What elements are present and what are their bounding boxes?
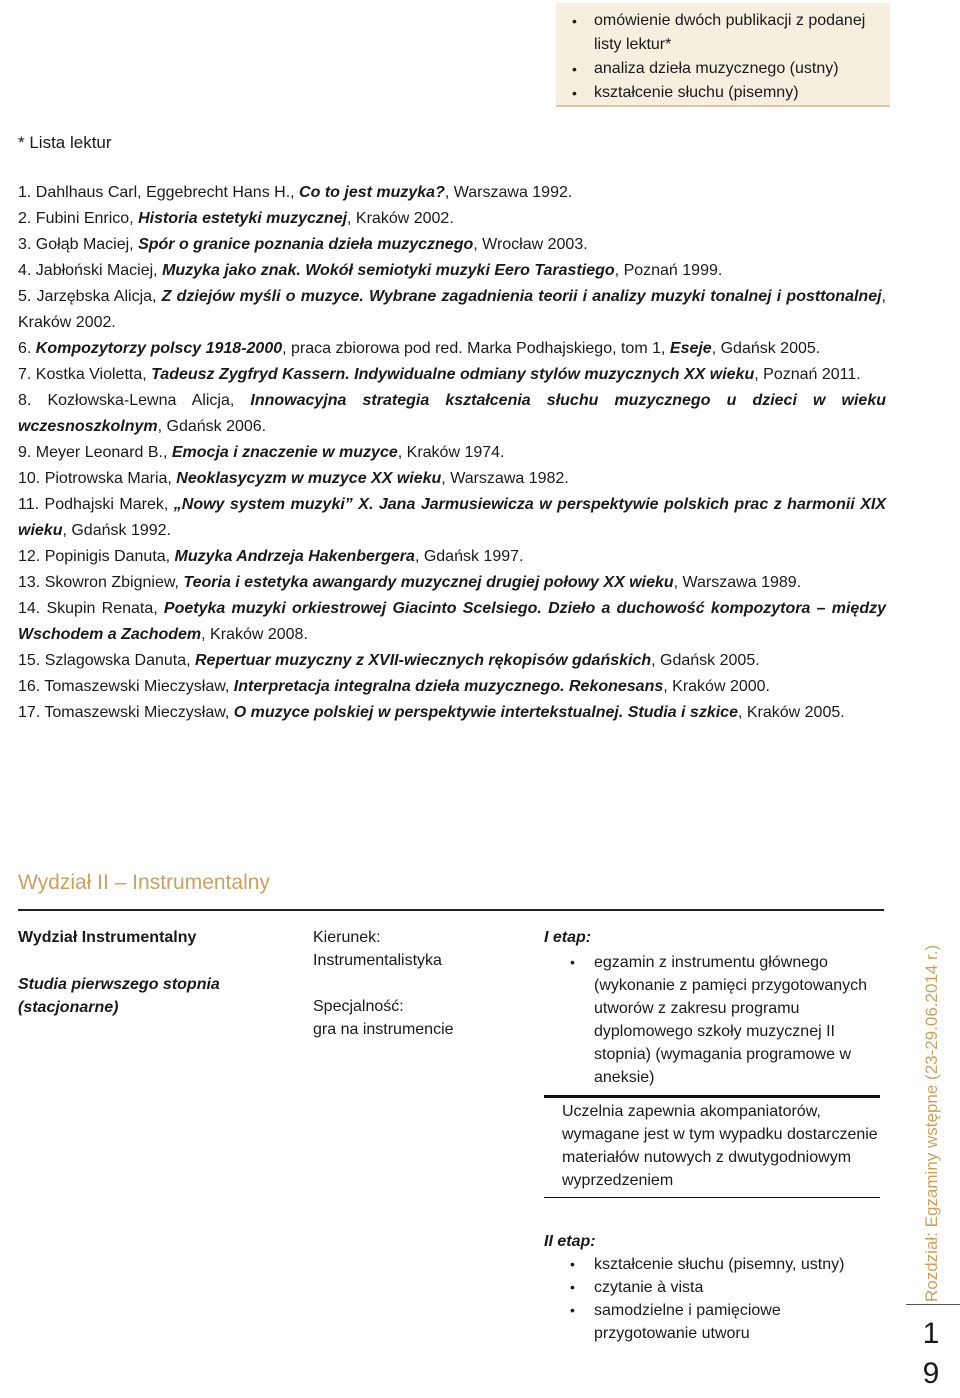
publication-title: O muzyce polskiej w perspektywie intertekstualnej. Studia i szkice <box>233 704 738 721</box>
reading-list-number: 5. <box>18 288 37 305</box>
publication-details: Fubini Enrico, <box>35 210 139 227</box>
publication-title: Innowacyjna strategia kształcenia słuchu muzycznego u dzieci w wieku wczesnoszkolnym <box>18 392 887 435</box>
publication-details: , Gdańsk 1997. <box>414 548 524 565</box>
publication-title: Repertuar muzyczny z XVII-wiecznych rękopisów gdańskich <box>195 652 652 669</box>
publication-details: Tomaszewski Mieczysław, <box>44 678 234 695</box>
reading-list-item <box>18 284 886 336</box>
publication-title: Eseje <box>669 340 712 357</box>
publication-details: , Warszawa 1989. <box>673 574 802 591</box>
program-column <box>313 926 513 1041</box>
stages-column <box>544 926 884 1345</box>
reading-list-number: 12. <box>18 548 45 565</box>
publication-details: Kozłowska-Lewna Alicja, <box>47 392 251 409</box>
study-type: Studia pierwszego stopnia (stacjonarne) <box>18 976 220 1016</box>
stage2-list <box>544 1253 884 1345</box>
publication-details: , Gdańsk 1992. <box>62 522 171 539</box>
reading-list-number: 13. <box>18 574 45 591</box>
publication-details: , Warszawa 1992. <box>444 184 573 201</box>
faculty-column <box>18 926 288 1019</box>
publication-title: Muzyka Andrzeja Hakenbergera <box>174 548 415 565</box>
publication-title: Emocja i znaczenie w muzyce <box>171 444 398 461</box>
reading-list-item <box>18 492 886 544</box>
publication-details: , Wrocław 2003. <box>473 236 588 253</box>
exam-requirements-box <box>556 3 890 107</box>
publication-title: „Nowy system muzyki” X. Jana Jarmusiewicza w perspektywie polskich prac z harmonii XIX wieku <box>18 496 887 539</box>
publication-details: , Gdańsk 2006. <box>157 418 267 435</box>
reading-list-item <box>18 362 886 388</box>
reading-list-number: 1. <box>18 184 36 201</box>
reading-list-number: 15. <box>18 652 45 669</box>
publication-details: , Kraków 2002. <box>18 288 886 331</box>
stage2-title: II etap: <box>544 1233 596 1250</box>
reading-list-item <box>18 570 886 596</box>
exam-requirement-item <box>556 9 890 57</box>
publication-details: Szlagowska Danuta, <box>44 652 195 669</box>
publication-details: Piotrowska Maria, <box>44 470 177 487</box>
reading-list <box>18 180 886 726</box>
reading-list-number: 10. <box>18 470 45 487</box>
publication-details: , Poznań 1999. <box>614 262 723 279</box>
reading-list-item <box>18 700 886 726</box>
reading-list-item <box>18 258 886 284</box>
exam-requirement-item <box>556 57 890 81</box>
publication-details: , Poznań 2011. <box>754 366 861 383</box>
reading-list-number: 17. <box>18 704 45 721</box>
stage2-item-text: samodzielne i pamięciowe przygotowanie utworu <box>594 1302 781 1342</box>
reading-list-item <box>18 648 886 674</box>
publication-details: , Warszawa 1982. <box>441 470 569 487</box>
stage1-divider <box>544 1095 880 1098</box>
publication-title: Poetyka muzyki orkiestrowej Giacinto Scelsiego. Dzieło a duchowość kompozytora – między Wschodem a Zachodem <box>18 600 887 643</box>
publication-title: Kompozytorzy polscy 1918-2000 <box>35 340 283 357</box>
direction-label: Kierunek: <box>313 929 381 946</box>
publication-details: , Kraków 2005. <box>737 704 845 721</box>
exam-requirement-item-text: omówienie dwóch publikacji z podanej listy lektur* <box>594 12 866 53</box>
publication-details: Dahlhaus Carl, Eggebrecht Hans H., <box>35 184 300 201</box>
reading-list-item <box>18 388 886 440</box>
section-heading: Wydział II – Instrumentalny <box>18 871 270 894</box>
reading-list-number: 2. <box>18 210 36 227</box>
bullet-icon: • <box>572 13 577 29</box>
specialty-label: Specjalność: <box>313 998 404 1015</box>
reading-list-title: * Lista lektur <box>18 133 112 152</box>
accompaniment-note: Uczelnia zapewnia akompaniatorów, wymagane jest w tym wypadku dostarczenie materiałów nutowych z dwutygodniowym wyprzedzeniem <box>562 1103 878 1189</box>
page-number <box>918 1314 944 1394</box>
page-number-digit-2: 9 <box>922 1357 940 1390</box>
publication-details: , praca zbiorowa pod red. Marka Podhajskiego, tom 1, <box>282 340 670 357</box>
exam-requirement-item <box>556 81 890 105</box>
direction-value: Instrumentalistyka <box>313 952 442 969</box>
reading-list-number: 9. <box>18 444 36 461</box>
publication-details: Popinigis Danuta, <box>44 548 175 565</box>
publication-title: Historia estetyki muzycznej <box>138 210 348 227</box>
bullet-icon: • <box>570 954 575 970</box>
publication-title: Tadeusz Zygfryd Kassern. Indywidualne odmiany stylów muzycznych XX wieku <box>151 366 755 383</box>
stage1-title: I etap: <box>544 929 592 946</box>
publication-details: , Gdańsk 2005. <box>711 340 821 357</box>
reading-list-item <box>18 596 886 648</box>
reading-list-number: 16. <box>18 678 45 695</box>
publication-title: Teoria i estetyka awangardy muzycznej drugiej połowy XX wieku <box>183 574 674 591</box>
publication-title: Interpretacja integralna dzieła muzycznego. Rekonesans <box>233 678 664 695</box>
section-divider <box>18 909 884 911</box>
reading-list-item <box>18 206 886 232</box>
publication-details: , Kraków 1974. <box>397 444 505 461</box>
bullet-icon: • <box>570 1302 575 1318</box>
exam-requirement-item-text: analiza dzieła muzycznego (ustny) <box>594 60 839 77</box>
stage2-item-text: kształcenie słuchu (pisemny, ustny) <box>594 1256 845 1273</box>
publication-details: Skupin Renata, <box>46 600 164 617</box>
reading-list-number: 14. <box>18 600 47 617</box>
reading-list-number: 11. <box>18 496 45 513</box>
publication-details: Tomaszewski Mieczysław, <box>44 704 234 721</box>
publication-title: Neoklasycyzm w muzyce XX wieku <box>176 470 442 487</box>
publication-details: Jabłoński Maciej, <box>35 262 163 279</box>
publication-details: , Kraków 2008. <box>201 626 308 643</box>
side-divider <box>906 1304 960 1305</box>
stage1-item <box>544 951 884 1089</box>
reading-list-number: 4. <box>18 262 36 279</box>
reading-list-item <box>18 466 886 492</box>
bullet-icon: • <box>572 61 577 77</box>
reading-list-item <box>18 336 886 362</box>
stage2-item <box>544 1253 884 1276</box>
reading-list-item <box>18 232 886 258</box>
publication-details: Skowron Zbigniew, <box>44 574 184 591</box>
publication-details: Meyer Leonard B., <box>35 444 172 461</box>
reading-list-number: 7. <box>18 366 36 383</box>
exam-requirements-list <box>556 9 890 105</box>
stage2-item <box>544 1276 884 1299</box>
reading-list-item <box>18 440 886 466</box>
bullet-icon: • <box>572 85 577 101</box>
reading-list-item <box>18 674 886 700</box>
bullet-icon: • <box>570 1256 575 1272</box>
publication-details: , Gdańsk 2005. <box>651 652 760 669</box>
publication-details: , Kraków 2000. <box>663 678 770 695</box>
publication-title: Spór o granice poznania dzieła muzycznego <box>138 236 474 253</box>
stage2-item <box>544 1299 884 1345</box>
chapter-side-label: Rozdział: Egzaminy wstępne (23-29.06.2014 r.) <box>922 944 941 1302</box>
exam-requirement-item-text: kształcenie słuchu (pisemny) <box>594 84 799 101</box>
reading-list-item <box>18 180 886 206</box>
publication-title: Muzyka jako znak. Wokół semiotyki muzyki Eero Tarastiego <box>162 262 615 279</box>
reading-list-number: 3. <box>18 236 36 253</box>
publication-details: Podhajski Marek, <box>44 496 174 513</box>
stage1-list <box>544 951 884 1089</box>
stage1-item-text: egzamin z instrumentu głównego (wykonanie z pamięci przygotowanych utworów z zakresu programu dyplomowego szkoły muzycznej II stopnia) (wymagania programowe w aneksie) <box>594 954 868 1086</box>
reading-list-item <box>18 544 886 570</box>
stage2-item-text: czytanie à vista <box>594 1279 704 1296</box>
publication-title: Co to jest muzyka? <box>299 184 445 201</box>
specialty-value: gra na instrumencie <box>313 1021 454 1038</box>
page-number-digit-1: 1 <box>922 1317 940 1350</box>
publication-title: Z dziejów myśli o muzyce. Wybrane zagadnienia teorii i analizy muzyki tonalnej i posttonalnej <box>161 288 882 305</box>
bullet-icon: • <box>570 1279 575 1295</box>
accompaniment-divider <box>544 1197 880 1198</box>
publication-details: , Kraków 2002. <box>347 210 454 227</box>
faculty-name: Wydział Instrumentalny <box>18 929 197 946</box>
reading-list-number: 6. <box>18 340 36 357</box>
publication-details: Gołąb Maciej, <box>35 236 139 253</box>
publication-details: Kostka Violetta, <box>35 366 152 383</box>
publication-details: Jarzębska Alicja, <box>36 288 162 305</box>
reading-list-number: 8. <box>18 392 48 409</box>
